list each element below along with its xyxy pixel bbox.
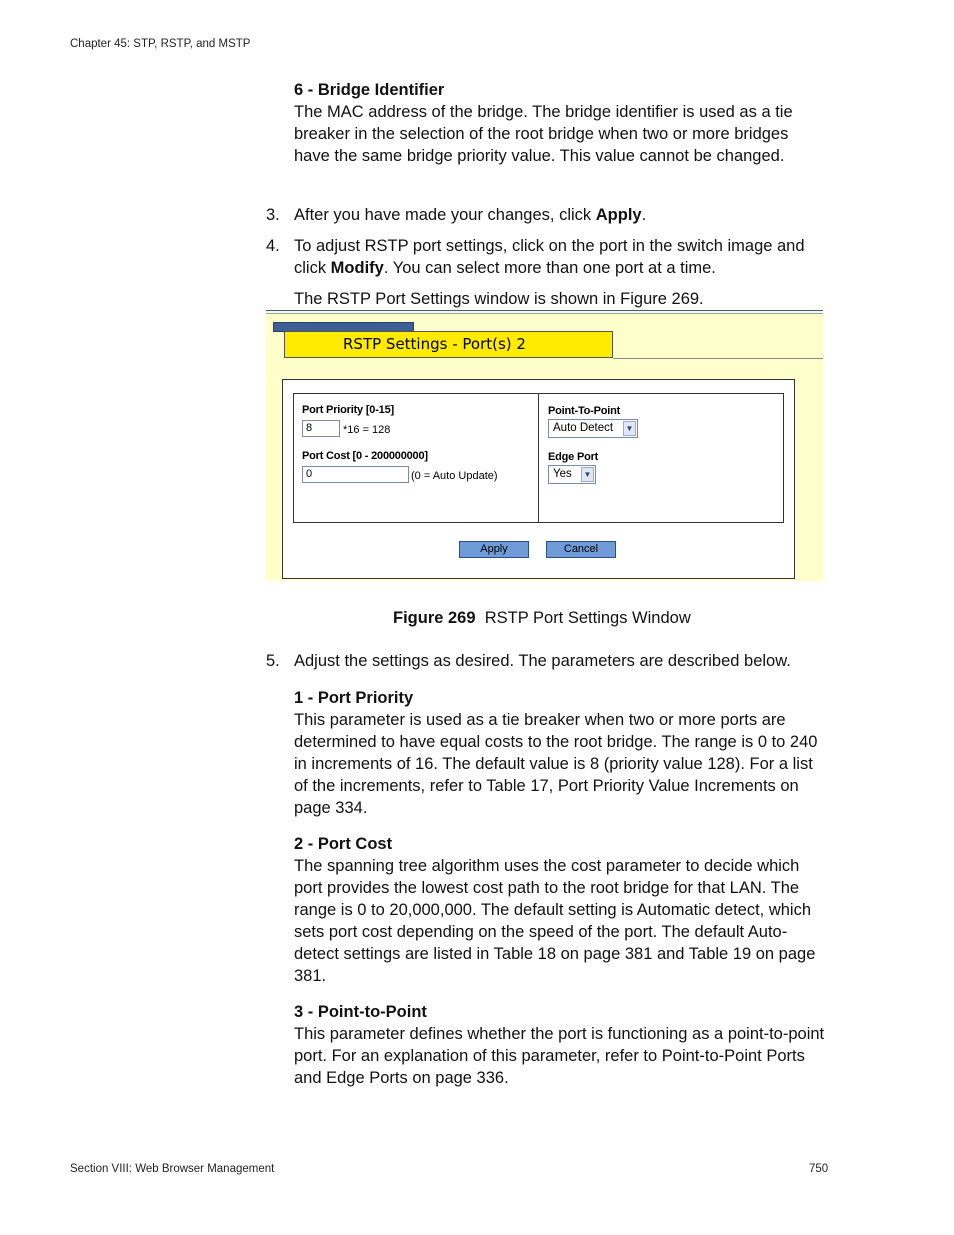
apply-keyword: Apply — [595, 206, 642, 224]
point-to-point-value: Auto Detect — [553, 422, 614, 434]
figure-top-rule — [266, 310, 823, 311]
step-number: 3. — [266, 206, 280, 224]
chevron-down-icon: ▼ — [581, 467, 594, 482]
running-footer: Section VIII: Web Browser Management — [70, 1163, 275, 1175]
point-to-point-body: This parameter defines whether the port is functioning as a point-to-point port. For an explanation of this parameter, refer to Point-to-Point Ports and Edge Ports on page 336. — [294, 1025, 825, 1087]
port-priority-heading: 1 - Port Priority — [294, 689, 414, 707]
port-cost-heading: 2 - Port Cost — [294, 835, 393, 853]
step-text: To adjust RSTP port settings, click on the port in the switch image and click Modify. You can select more than one port at a time. — [294, 237, 805, 277]
title-underline — [613, 358, 823, 359]
settings-form — [293, 393, 784, 523]
step-4-note: The RSTP Port Settings window is shown in Figure 269. — [294, 290, 704, 308]
point-to-point-heading: 3 - Point-to-Point — [294, 1003, 427, 1021]
port-cost-note: (0 = Auto Update) — [411, 470, 498, 482]
window-title: RSTP Settings - Port(s) 2 — [284, 331, 613, 358]
figure-caption-text: RSTP Port Settings Window — [484, 609, 691, 627]
step-number: 5. — [266, 652, 280, 670]
apply-button[interactable]: Apply — [459, 541, 529, 558]
column-divider — [538, 394, 539, 522]
edge-port-value: Yes — [553, 468, 572, 480]
step-3 — [266, 204, 826, 226]
bridge-identifier-section — [294, 79, 826, 167]
edge-port-label: Edge Port — [548, 451, 599, 463]
figure-top-rule-secondary — [266, 313, 823, 314]
cancel-button[interactable]: Cancel — [546, 541, 616, 558]
point-to-point-section — [294, 1001, 826, 1089]
point-to-point-label: Point-To-Point — [548, 405, 621, 417]
settings-panel — [282, 379, 795, 579]
step-number: 4. — [266, 237, 280, 255]
port-cost-body: The spanning tree algorithm uses the cost parameter to decide which port provides the lowest cost path to the root bridge for that LAN. The range is 0 to 20,000,000. The default setting is Automatic detect, which sets port cost depending on the speed of the port. The default Auto-detect settings are listed in Table 18 on page 381 and Table 19 on page 381. — [294, 857, 816, 985]
port-priority-input[interactable]: 8 — [302, 420, 340, 437]
step-text: Adjust the settings as desired. The parameters are described below. — [294, 652, 791, 670]
point-to-point-select[interactable] — [548, 419, 638, 438]
rstp-port-settings-figure — [266, 310, 823, 581]
port-cost-input[interactable]: 0 — [302, 466, 409, 483]
bridge-identifier-body: The MAC address of the bridge. The bridge identifier is used as a tie breaker in the selection of the root bridge when two or more bridges have the same bridge priority value. This value cannot be changed. — [294, 103, 793, 165]
bridge-identifier-heading: 6 - Bridge Identifier — [294, 81, 445, 99]
modify-keyword: Modify — [330, 259, 384, 277]
port-priority-body: This parameter is used as a tie breaker when two or more ports are determined to have equal costs to the root bridge. The range is 0 to 240 in increments of 16. The default value is 8 (priority value 128). For a list of the increments, refer to Table 17, Port Priority Value Increments on page 334. — [294, 711, 818, 817]
step-text: After you have made your changes, click Apply. — [294, 206, 647, 224]
running-header: Chapter 45: STP, RSTP, and MSTP — [70, 38, 251, 50]
page-number: 750 — [809, 1163, 829, 1175]
port-priority-label: Port Priority [0-15] — [302, 404, 394, 416]
chevron-down-icon: ▼ — [623, 421, 636, 436]
edge-port-select[interactable] — [548, 465, 596, 484]
figure-number: Figure 269 — [393, 609, 476, 627]
port-priority-section — [294, 687, 826, 819]
step-4 — [266, 235, 826, 279]
port-cost-section — [294, 833, 826, 987]
port-cost-label: Port Cost [0 - 200000000] — [302, 450, 428, 462]
port-priority-note: *16 = 128 — [343, 424, 391, 436]
figure-caption — [393, 609, 691, 628]
step-5 — [266, 650, 826, 672]
